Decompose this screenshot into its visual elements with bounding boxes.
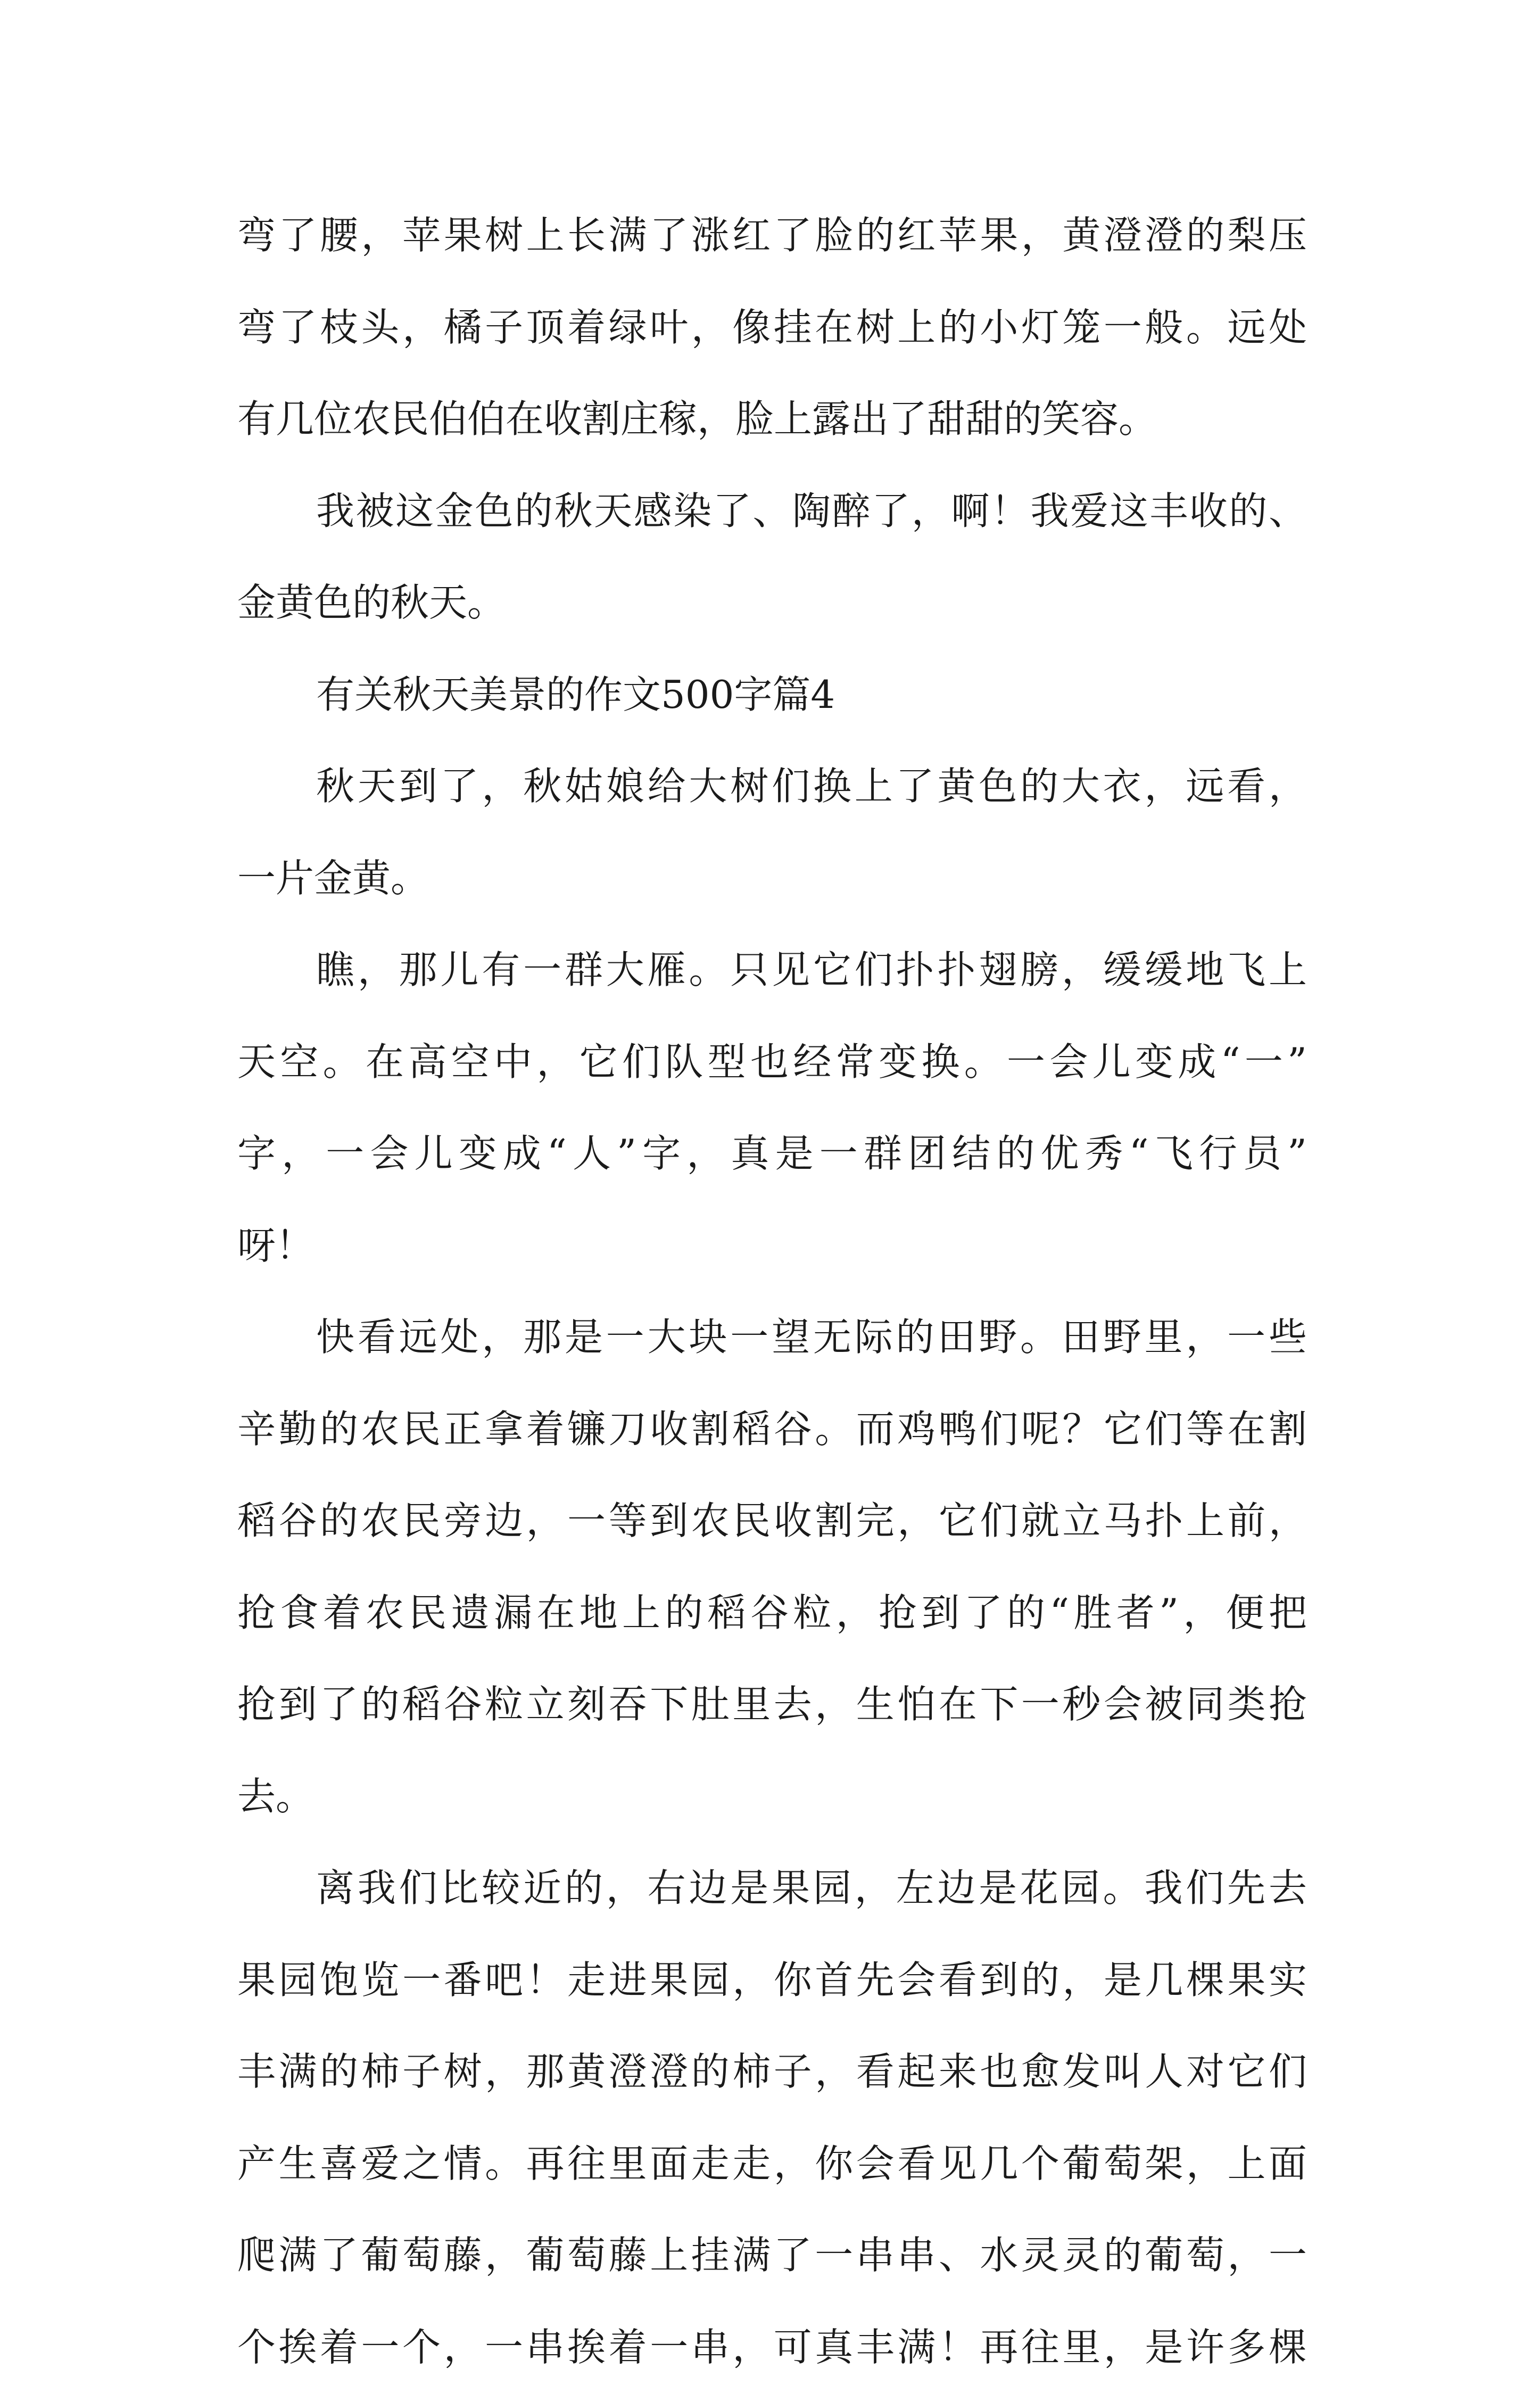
text-line: 离我们比较近的，右边是果园，左边是花园。我们先去 [237, 1842, 1307, 1934]
text-line: 辛勤的农民正拿着镰刀收割稻谷。而鸡鸭们呢？它们等在割 [237, 1383, 1307, 1475]
essay-body [237, 189, 1307, 2393]
text-line: 爬满了葡萄藤，葡萄藤上挂满了一串串、水灵灵的葡萄，一 [237, 2209, 1307, 2301]
text-line: 果园饱览一番吧！走进果园，你首先会看到的，是几棵果实 [237, 1934, 1307, 2026]
text-line: 字，一会儿变成“人”字，真是一群团结的优秀“飞行员” [237, 1108, 1307, 1200]
text-line: 去。 [237, 1751, 1307, 1843]
text-line: 弯了腰，苹果树上长满了涨红了脸的红苹果，黄澄澄的梨压 [237, 189, 1307, 282]
text-line: 个挨着一个，一串挨着一串，可真丰满！再往里，是许多棵 [237, 2301, 1307, 2393]
text-line: 秋天到了，秋姑娘给大树们换上了黄色的大衣，远看， [237, 740, 1307, 832]
text-line: 瞧，那儿有一群大雁。只见它们扑扑翅膀，缓缓地飞上 [237, 924, 1307, 1016]
text-line: 一片金黄。 [237, 832, 1307, 925]
text-line: 有几位农民伯伯在收割庄稼，脸上露出了甜甜的笑容。 [237, 373, 1307, 465]
text-line: 呀！ [237, 1200, 1307, 1292]
text-line: 金黄色的秋天。 [237, 557, 1307, 649]
text-line: 快看远处，那是一大块一望无际的田野。田野里，一些 [237, 1291, 1307, 1383]
text-line: 产生喜爱之情。再往里面走走，你会看见几个葡萄架，上面 [237, 2118, 1307, 2210]
text-line: 天空。在高空中，它们队型也经常变换。一会儿变成“一” [237, 1016, 1307, 1108]
text-line: 我被这金色的秋天感染了、陶醉了，啊！我爱这丰收的、 [237, 465, 1307, 557]
text-line: 丰满的柿子树，那黄澄澄的柿子，看起来也愈发叫人对它们 [237, 2026, 1307, 2118]
section-heading: 有关秋天美景的作文500字篇4 [237, 649, 1307, 741]
text-line: 抢食着农民遗漏在地上的稻谷粒，抢到了的“胜者”，便把 [237, 1567, 1307, 1659]
text-line: 稻谷的农民旁边，一等到农民收割完，它们就立马扑上前， [237, 1475, 1307, 1567]
text-line: 抢到了的稻谷粒立刻吞下肚里去，生怕在下一秒会被同类抢 [237, 1658, 1307, 1751]
text-line: 弯了枝头，橘子顶着绿叶，像挂在树上的小灯笼一般。远处 [237, 282, 1307, 374]
